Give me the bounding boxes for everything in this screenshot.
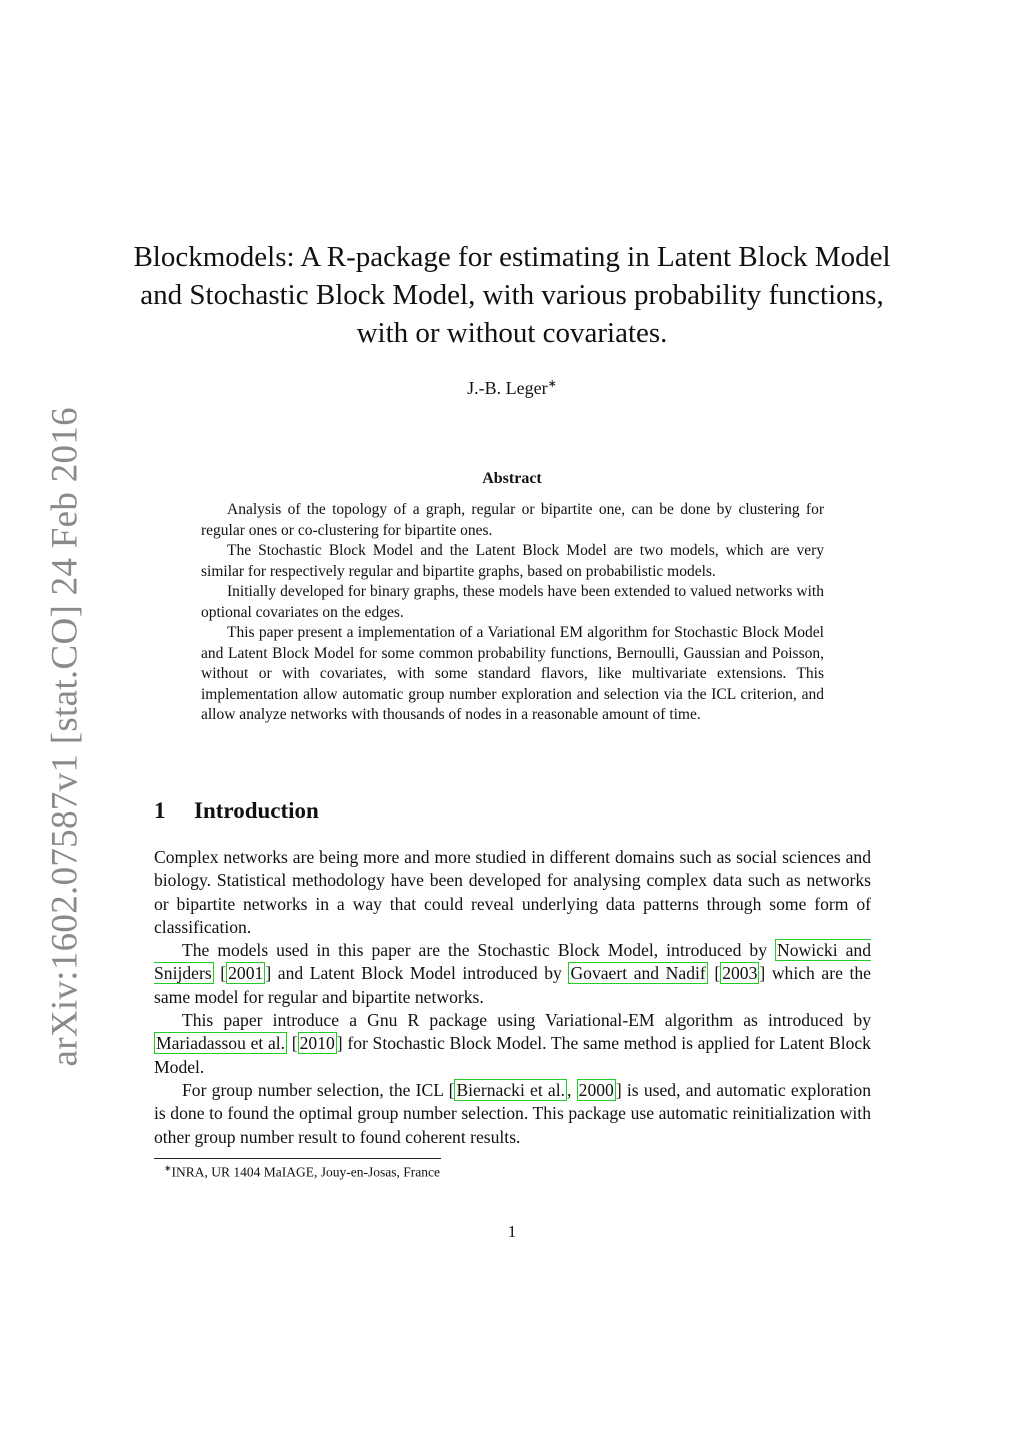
abstract-paragraph: Initially developed for binary graphs, these models have been extended to valued networks with optional covariates on the edges. (201, 583, 824, 621)
text-span: This paper introduce a Gnu R package using Variational-EM algorithm as introduced by (182, 1010, 871, 1031)
intro-paragraph-1: Complex networks are being more and more studied in different domains such as social sciences and biology. Statistical methodology have been developed for analysing complex data such as networks or bipartite networks in a way that could reveal underlying data patterns through some form of classification. (154, 847, 871, 937)
author-line (0, 377, 1024, 399)
paper-title: Blockmodels: A R-package for estimating in Latent Block Model and Stochastic Block Model, with various probability functions, with or without covariates. (133, 241, 891, 349)
section-title: Introduction (194, 798, 319, 823)
footnote-divider (154, 1158, 441, 1159)
section-number: 1 (154, 798, 166, 823)
citation-link-govaert-nadif[interactable]: Govaert and Nadif (570, 963, 706, 984)
author-name: J.-B. Leger (467, 378, 548, 398)
text-span: [ (287, 1033, 298, 1054)
citation-year-link[interactable]: 2000 (578, 1079, 614, 1100)
text-span: The models used in this paper are the Stochastic Block Model, introduced by (182, 940, 775, 961)
abstract-paragraph: The Stochastic Block Model and the Latent Block Model are two models, which are very similar for respectively regular and bipartite graphs, based on probabilistic models. (201, 542, 824, 580)
citation-year-link[interactable]: 2003 (722, 963, 758, 984)
arxiv-id: arXiv:1602.07587v1 [stat.CO] 24 Feb 2016 (44, 407, 86, 1067)
introduction-body (154, 846, 871, 1149)
intro-paragraph-2 (154, 939, 871, 1009)
text-span: [ (707, 963, 721, 984)
citation-year-link[interactable]: 2001 (228, 963, 264, 984)
intro-paragraph-3 (154, 1009, 871, 1079)
arxiv-stamp (44, 0, 86, 1067)
intro-paragraph-4 (154, 1079, 871, 1149)
footnote (164, 1163, 440, 1181)
citation-year-link[interactable]: 2010 (299, 1033, 335, 1054)
author-footnote-mark: ∗ (547, 378, 557, 390)
text-span: ] and Latent Block Model introduced by (265, 963, 569, 984)
text-span: ] which are the same model for regular and bipartite networks. (154, 963, 871, 1007)
text-span: , (567, 1079, 577, 1100)
citation-link-biernacki[interactable]: Biernacki et al. (456, 1079, 566, 1100)
footnote-text: INRA, UR 1404 MaIAGE, Jouy-en-Josas, France (171, 1164, 441, 1180)
section-heading (154, 798, 319, 824)
abstract-body (201, 500, 824, 726)
citation-link-nowicki-snijders[interactable]: Nowicki and Snijders (154, 940, 871, 984)
page-number: 1 (507, 1222, 517, 1241)
citation-link-mariadassou[interactable]: Mariadassou et al. (156, 1033, 286, 1054)
text-span: For group number selection, the ICL [ (182, 1079, 455, 1100)
text-span: [ (213, 963, 227, 984)
text-span: ] is used, and automatic exploration is done to found the optimal group number selection. This package use automatic reinitialization with other group number result to found coherent results. (154, 1079, 872, 1147)
abstract-heading: Abstract (482, 470, 542, 487)
footnote-mark: ∗ (164, 1163, 172, 1173)
abstract-paragraph: Analysis of the topology of a graph, regular or bipartite one, can be done by clustering for regular ones or co-clustering for bipartite ones. (201, 501, 824, 539)
abstract-paragraph: This paper present a implementation of a Variational EM algorithm for Stochastic Block Model and Latent Block Model for some common probability functions, Bernoulli, Gaussian and Poisson, without or with covariates, with some standard flavors, like multivariate extensions. This implementation allow automatic group number exploration and selection via the ICL criterion, and allow analyze networks with thousands of nodes in a reasonable amount of time. (201, 624, 824, 723)
text-span: ] for Stochastic Block Model. The same method is applied for Latent Block Model. (154, 1033, 871, 1077)
